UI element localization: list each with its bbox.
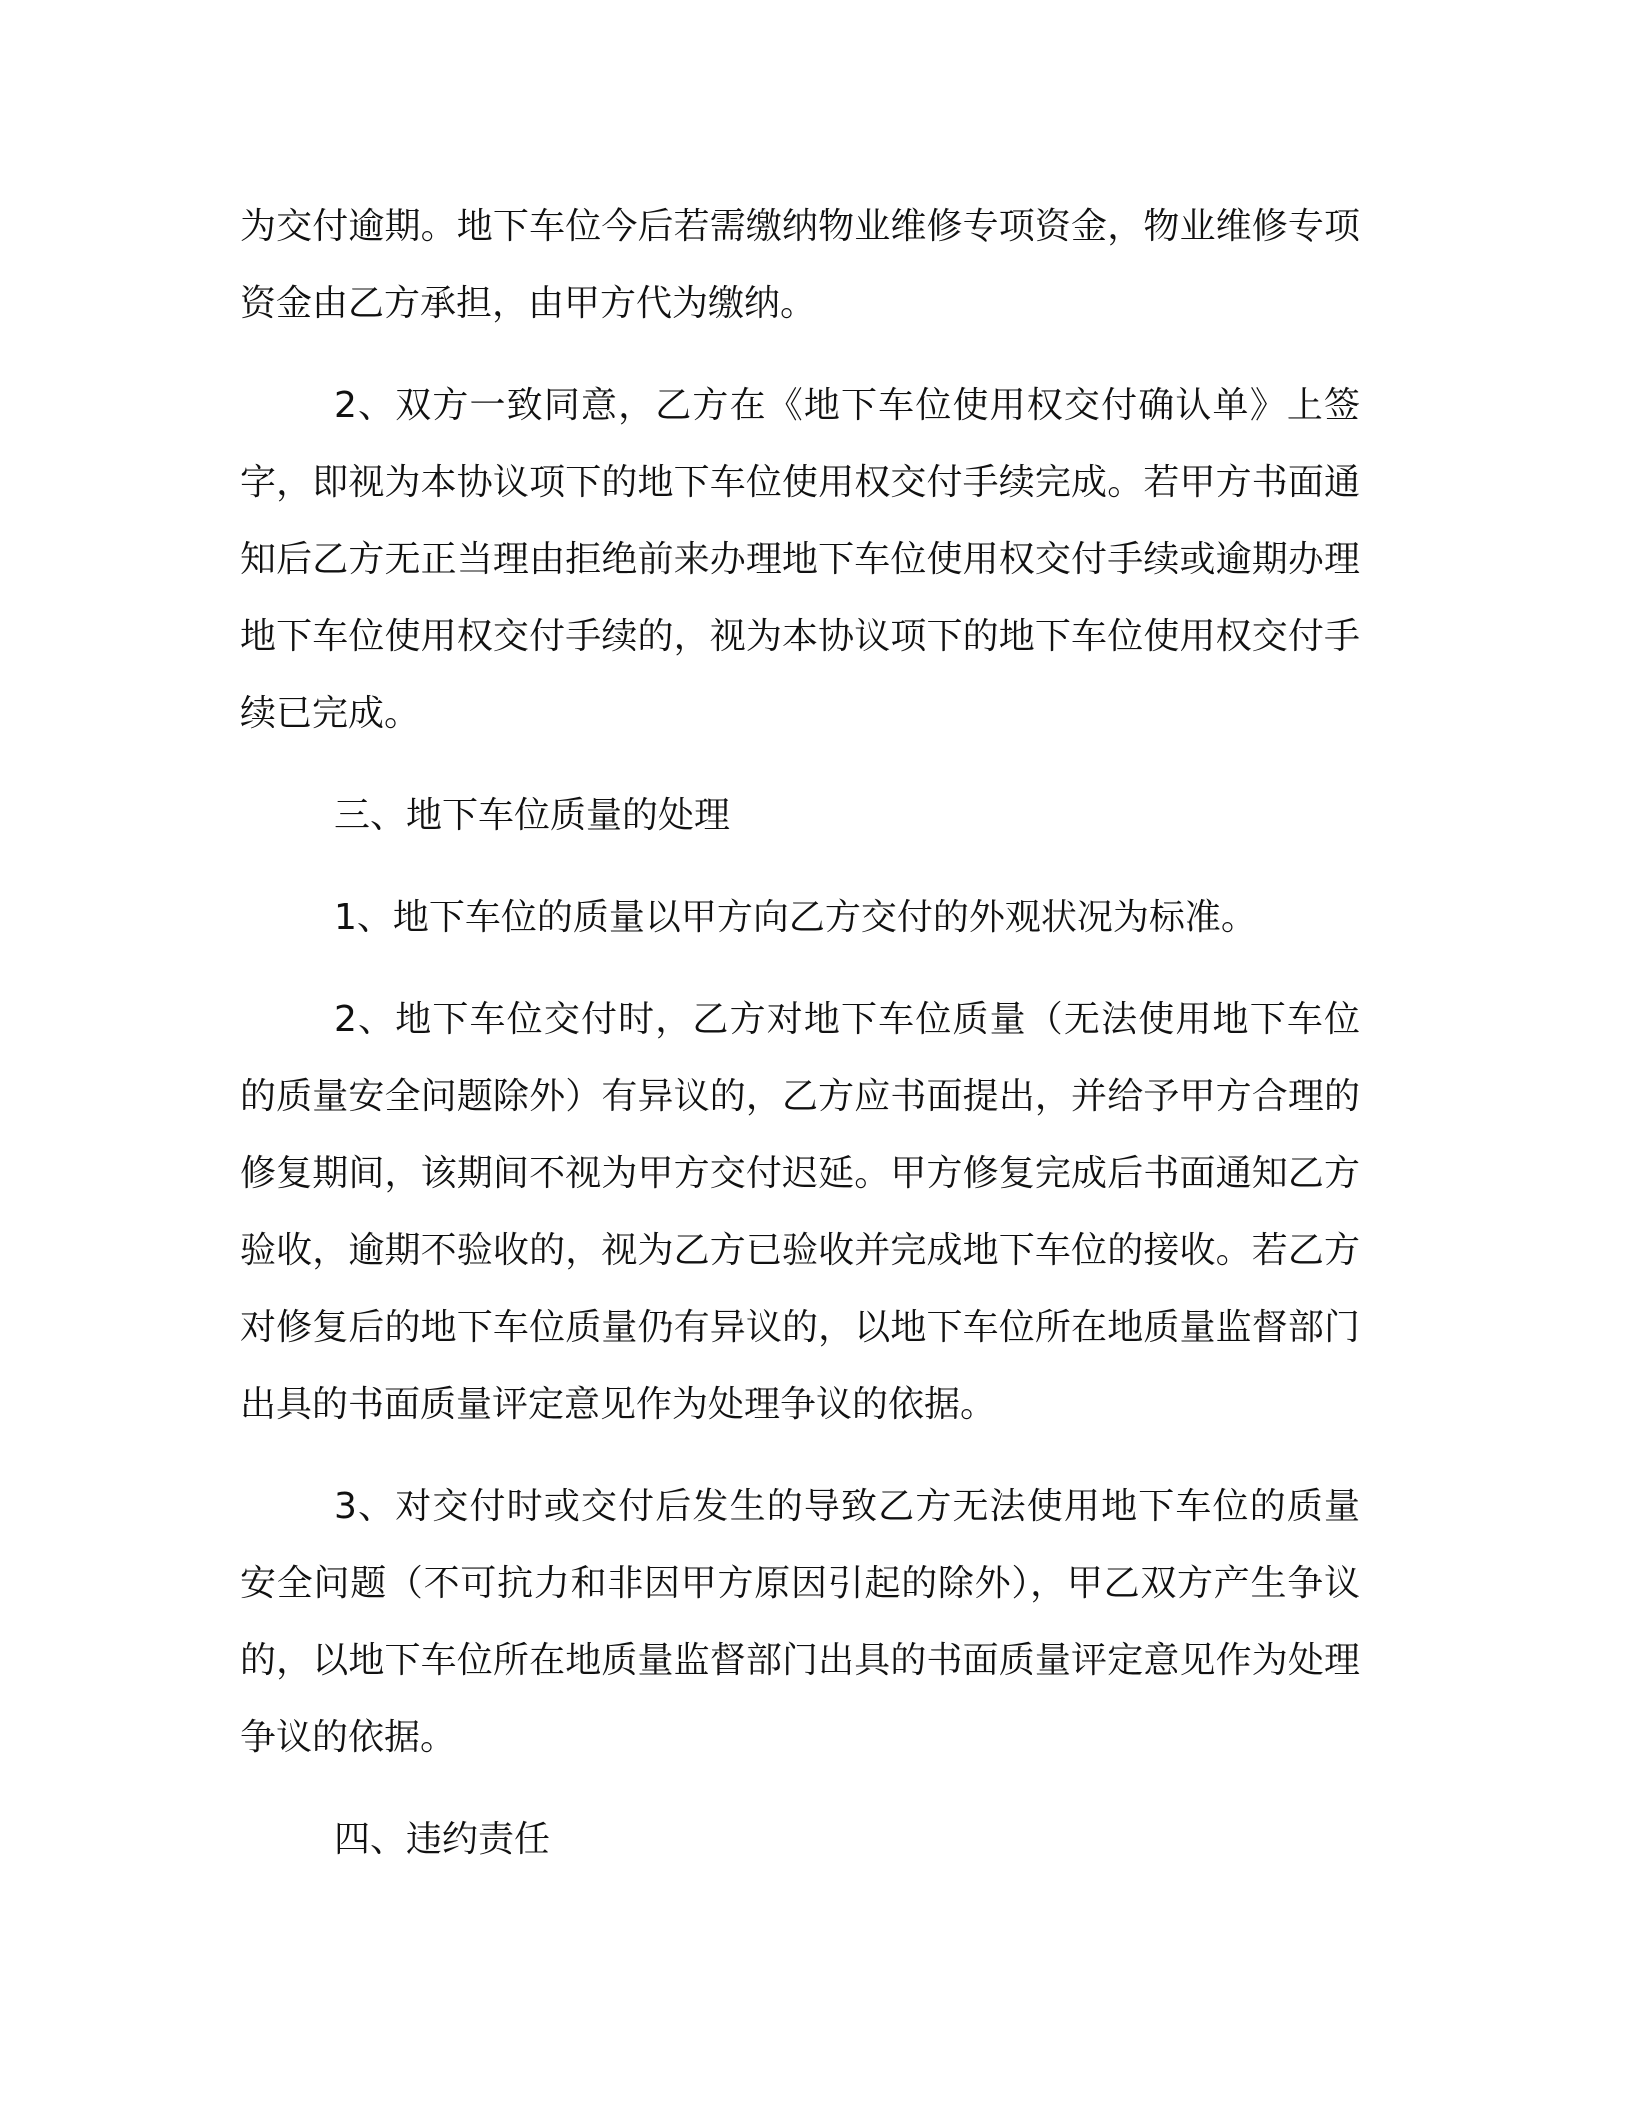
section-heading-quality: 三、地下车位质量的处理 (334, 795, 731, 836)
paragraph-delivery-overdue: 为交付逾期。地下车位今后若需缴纳物业维修专项资金，物业维修专项资金由乙方承担，由甲方代为缴纳。 (240, 206, 1360, 324)
paragraph-clause-1-quality-standard: 1、地下车位的质量以甲方向乙方交付的外观状况为标准。 (334, 897, 1257, 938)
document-body (240, 188, 1360, 1903)
paragraph-clause-3-safety-dispute: 3、对交付时或交付后发生的导致乙方无法使用地下车位的质量安全问题（不可抗力和非因甲方原因引起的除外），甲乙双方产生争议的，以地下车位所在地质量监督部门出具的书面质量评定意见作为处理争议的依据。 (240, 1486, 1360, 1758)
paragraph-clause-2-delivery-confirmation: 2、双方一致同意，乙方在《地下车位使用权交付确认单》上签字，即视为本协议项下的地下车位使用权交付手续完成。若甲方书面通知后乙方无正当理由拒绝前来办理地下车位使用权交付手续或逾期办理地下车位使用权交付手续的，视为本协议项下的地下车位使用权交付手续已完成。 (240, 385, 1360, 734)
section-heading-liability: 四、违约责任 (334, 1819, 551, 1860)
paragraph-clause-2-quality-objection: 2、地下车位交付时，乙方对地下车位质量（无法使用地下车位的质量安全问题除外）有异议的，乙方应书面提出，并给予甲方合理的修复期间，该期间不视为甲方交付迟延。甲方修复完成后书面通知乙方验收，逾期不验收的，视为乙方已验收并完成地下车位的接收。若乙方对修复后的地下车位质量仍有异议的，以地下车位所在地质量监督部门出具的书面质量评定意见作为处理争议的依据。 (240, 999, 1360, 1425)
